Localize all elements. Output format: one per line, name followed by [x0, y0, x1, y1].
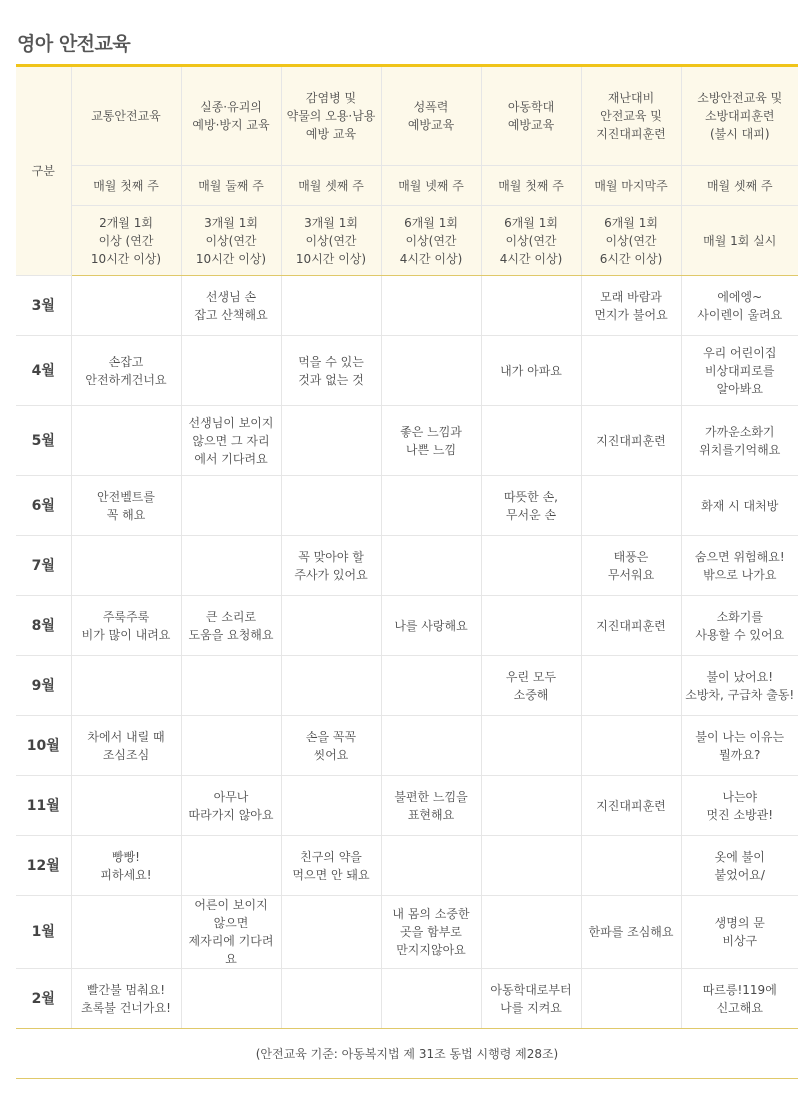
lesson-cell: 선생님이 보이지 않으면 그 자리 에서 기다려요	[181, 406, 281, 476]
page-title: 영아 안전교육	[17, 33, 131, 55]
column-header: 실종·유괴의 예방·방지 교육	[181, 66, 281, 166]
lesson-cell: 선생님 손 잡고 산책해요	[181, 276, 281, 336]
lesson-cell: 손잡고 안전하게건너요	[71, 336, 181, 406]
table-row	[16, 776, 798, 836]
lesson-cell	[481, 776, 581, 836]
lesson-cell	[281, 896, 381, 969]
lesson-cell: 아무나 따라가지 않아요	[181, 776, 281, 836]
lesson-cell	[281, 476, 381, 536]
column-header: 재난대비 안전교육 및 지진대피훈련	[581, 66, 681, 166]
lesson-cell: 따뜻한 손, 무서운 손	[481, 476, 581, 536]
lesson-cell	[481, 276, 581, 336]
lesson-cell: 불이 났어요! 소방차, 구급차 출동!	[681, 656, 798, 716]
lesson-cell	[181, 656, 281, 716]
column-header: 감염병 및 약물의 오용·남용 예방 교육	[281, 66, 381, 166]
lesson-cell	[481, 536, 581, 596]
lesson-cell: 어른이 보이지 않으면 제자리에 기다려요	[181, 896, 281, 969]
lesson-cell	[281, 596, 381, 656]
lesson-cell: 안전벨트를 꼭 해요	[71, 476, 181, 536]
frequency-cell: 3개월 1회 이상(연간 10시간 이상)	[181, 206, 281, 276]
lesson-cell: 내가 아파요	[481, 336, 581, 406]
corner-header: 구분	[16, 66, 71, 276]
lesson-cell	[581, 969, 681, 1029]
header-row-categories	[16, 66, 798, 166]
month-label: 5월	[16, 406, 71, 476]
table-header	[16, 66, 798, 276]
lesson-cell	[281, 776, 381, 836]
lesson-cell	[381, 656, 481, 716]
table-row	[16, 716, 798, 776]
lesson-cell	[381, 476, 481, 536]
column-header: 교통안전교육	[71, 66, 181, 166]
table-row	[16, 596, 798, 656]
month-label: 11월	[16, 776, 71, 836]
month-label: 6월	[16, 476, 71, 536]
lesson-cell: 지진대피훈련	[581, 776, 681, 836]
lesson-cell: 생명의 문 비상구	[681, 896, 798, 969]
lesson-cell	[181, 836, 281, 896]
lesson-cell	[481, 836, 581, 896]
lesson-cell	[181, 476, 281, 536]
legal-basis-note: (안전교육 기준: 아동복지법 제 31조 동법 시행령 제28조)	[16, 1029, 798, 1079]
lesson-cell: 큰 소리로 도움을 요청해요	[181, 596, 281, 656]
lesson-cell: 손을 꼭꼭 씻어요	[281, 716, 381, 776]
lesson-cell	[481, 896, 581, 969]
frequency-cell: 3개월 1회 이상(연간 10시간 이상)	[281, 206, 381, 276]
column-header: 아동학대 예방교육	[481, 66, 581, 166]
lesson-cell: 에에엥~ 사이렌이 울려요	[681, 276, 798, 336]
lesson-cell: 차에서 내릴 때 조심조심	[71, 716, 181, 776]
lesson-cell	[71, 406, 181, 476]
table-row	[16, 836, 798, 896]
lesson-cell	[71, 776, 181, 836]
lesson-cell: 지진대피훈련	[581, 406, 681, 476]
lesson-cell: 나는야 멋진 소방관!	[681, 776, 798, 836]
lesson-cell: 화재 시 대처방	[681, 476, 798, 536]
lesson-cell	[181, 716, 281, 776]
month-label: 10월	[16, 716, 71, 776]
lesson-cell: 불편한 느낌을 표현해요	[381, 776, 481, 836]
schedule-cell: 매월 첫째 주	[71, 166, 181, 206]
lesson-cell: 먹을 수 있는 것과 없는 것	[281, 336, 381, 406]
schedule-cell: 매월 마지막주	[581, 166, 681, 206]
lesson-cell: 태풍은 무서워요	[581, 536, 681, 596]
lesson-cell	[481, 596, 581, 656]
lesson-cell	[381, 336, 481, 406]
table-row	[16, 656, 798, 716]
lesson-cell	[381, 969, 481, 1029]
lesson-cell	[181, 536, 281, 596]
lesson-cell	[71, 656, 181, 716]
lesson-cell: 따르릉!119에 신고해요	[681, 969, 798, 1029]
lesson-cell	[581, 476, 681, 536]
lesson-cell: 아동학대로부터 나를 지켜요	[481, 969, 581, 1029]
lesson-cell: 내 몸의 소중한 곳을 함부로 만지지않아요	[381, 896, 481, 969]
lesson-cell: 우리 어린이집 비상대피로를 알아봐요	[681, 336, 798, 406]
header-row-schedule	[16, 166, 798, 206]
table-row	[16, 969, 798, 1029]
month-label: 7월	[16, 536, 71, 596]
month-label: 9월	[16, 656, 71, 716]
lesson-cell	[281, 656, 381, 716]
lesson-cell	[71, 896, 181, 969]
lesson-cell	[581, 836, 681, 896]
schedule-cell: 매월 셋째 주	[281, 166, 381, 206]
frequency-cell: 6개월 1회 이상(연간 6시간 이상)	[581, 206, 681, 276]
month-label: 4월	[16, 336, 71, 406]
frequency-cell: 6개월 1회 이상(연간 4시간 이상)	[381, 206, 481, 276]
table-body	[16, 276, 798, 1029]
lesson-cell	[481, 406, 581, 476]
lesson-cell	[281, 406, 381, 476]
lesson-cell: 빵빵! 피하세요!	[71, 836, 181, 896]
lesson-cell	[181, 336, 281, 406]
lesson-cell: 지진대피훈련	[581, 596, 681, 656]
lesson-cell	[281, 276, 381, 336]
table-row	[16, 476, 798, 536]
lesson-cell	[71, 276, 181, 336]
lesson-cell	[381, 276, 481, 336]
lesson-cell	[181, 969, 281, 1029]
schedule-cell: 매월 둘째 주	[181, 166, 281, 206]
lesson-cell	[381, 536, 481, 596]
lesson-cell	[381, 716, 481, 776]
lesson-cell: 숨으면 위험해요! 밖으로 나가요	[681, 536, 798, 596]
frequency-cell: 매월 1회 실시	[681, 206, 798, 276]
lesson-cell: 불이 나는 이유는 뭘까요?	[681, 716, 798, 776]
table-row	[16, 406, 798, 476]
table-row	[16, 276, 798, 336]
lesson-cell: 가까운소화기 위치를기억해요	[681, 406, 798, 476]
lesson-cell	[381, 836, 481, 896]
lesson-cell	[281, 969, 381, 1029]
lesson-cell: 소화기를 사용할 수 있어요	[681, 596, 798, 656]
month-label: 12월	[16, 836, 71, 896]
lesson-cell	[581, 716, 681, 776]
schedule-cell: 매월 넷째 주	[381, 166, 481, 206]
month-label: 8월	[16, 596, 71, 656]
lesson-cell: 주룩주룩 비가 많이 내려요	[71, 596, 181, 656]
schedule-cell: 매월 셋째 주	[681, 166, 798, 206]
lesson-cell	[71, 536, 181, 596]
lesson-cell: 모래 바람과 먼지가 불어요	[581, 276, 681, 336]
schedule-cell: 매월 첫째 주	[481, 166, 581, 206]
column-header: 소방안전교육 및 소방대피훈련 (불시 대피)	[681, 66, 798, 166]
lesson-cell	[581, 336, 681, 406]
column-header: 성폭력 예방교육	[381, 66, 481, 166]
month-label: 3월	[16, 276, 71, 336]
header-row-frequency	[16, 206, 798, 276]
lesson-cell	[481, 716, 581, 776]
month-label: 1월	[16, 896, 71, 969]
lesson-cell	[581, 656, 681, 716]
table-row	[16, 336, 798, 406]
lesson-cell: 좋은 느낌과 나쁜 느낌	[381, 406, 481, 476]
lesson-cell: 한파를 조심해요	[581, 896, 681, 969]
table-row	[16, 896, 798, 969]
lesson-cell: 꼭 맞아야 할 주사가 있어요	[281, 536, 381, 596]
frequency-cell: 6개월 1회 이상(연간 4시간 이상)	[481, 206, 581, 276]
lesson-cell: 빨간불 멈춰요! 초록불 건너가요!	[71, 969, 181, 1029]
lesson-cell: 옷에 불이 붙었어요/	[681, 836, 798, 896]
lesson-cell: 친구의 약을 먹으면 안 돼요	[281, 836, 381, 896]
month-label: 2월	[16, 969, 71, 1029]
lesson-cell: 나를 사랑해요	[381, 596, 481, 656]
lesson-cell: 우린 모두 소중해	[481, 656, 581, 716]
safety-education-table	[16, 64, 798, 1079]
table-row	[16, 536, 798, 596]
frequency-cell: 2개월 1회 이상 (연간 10시간 이상)	[71, 206, 181, 276]
